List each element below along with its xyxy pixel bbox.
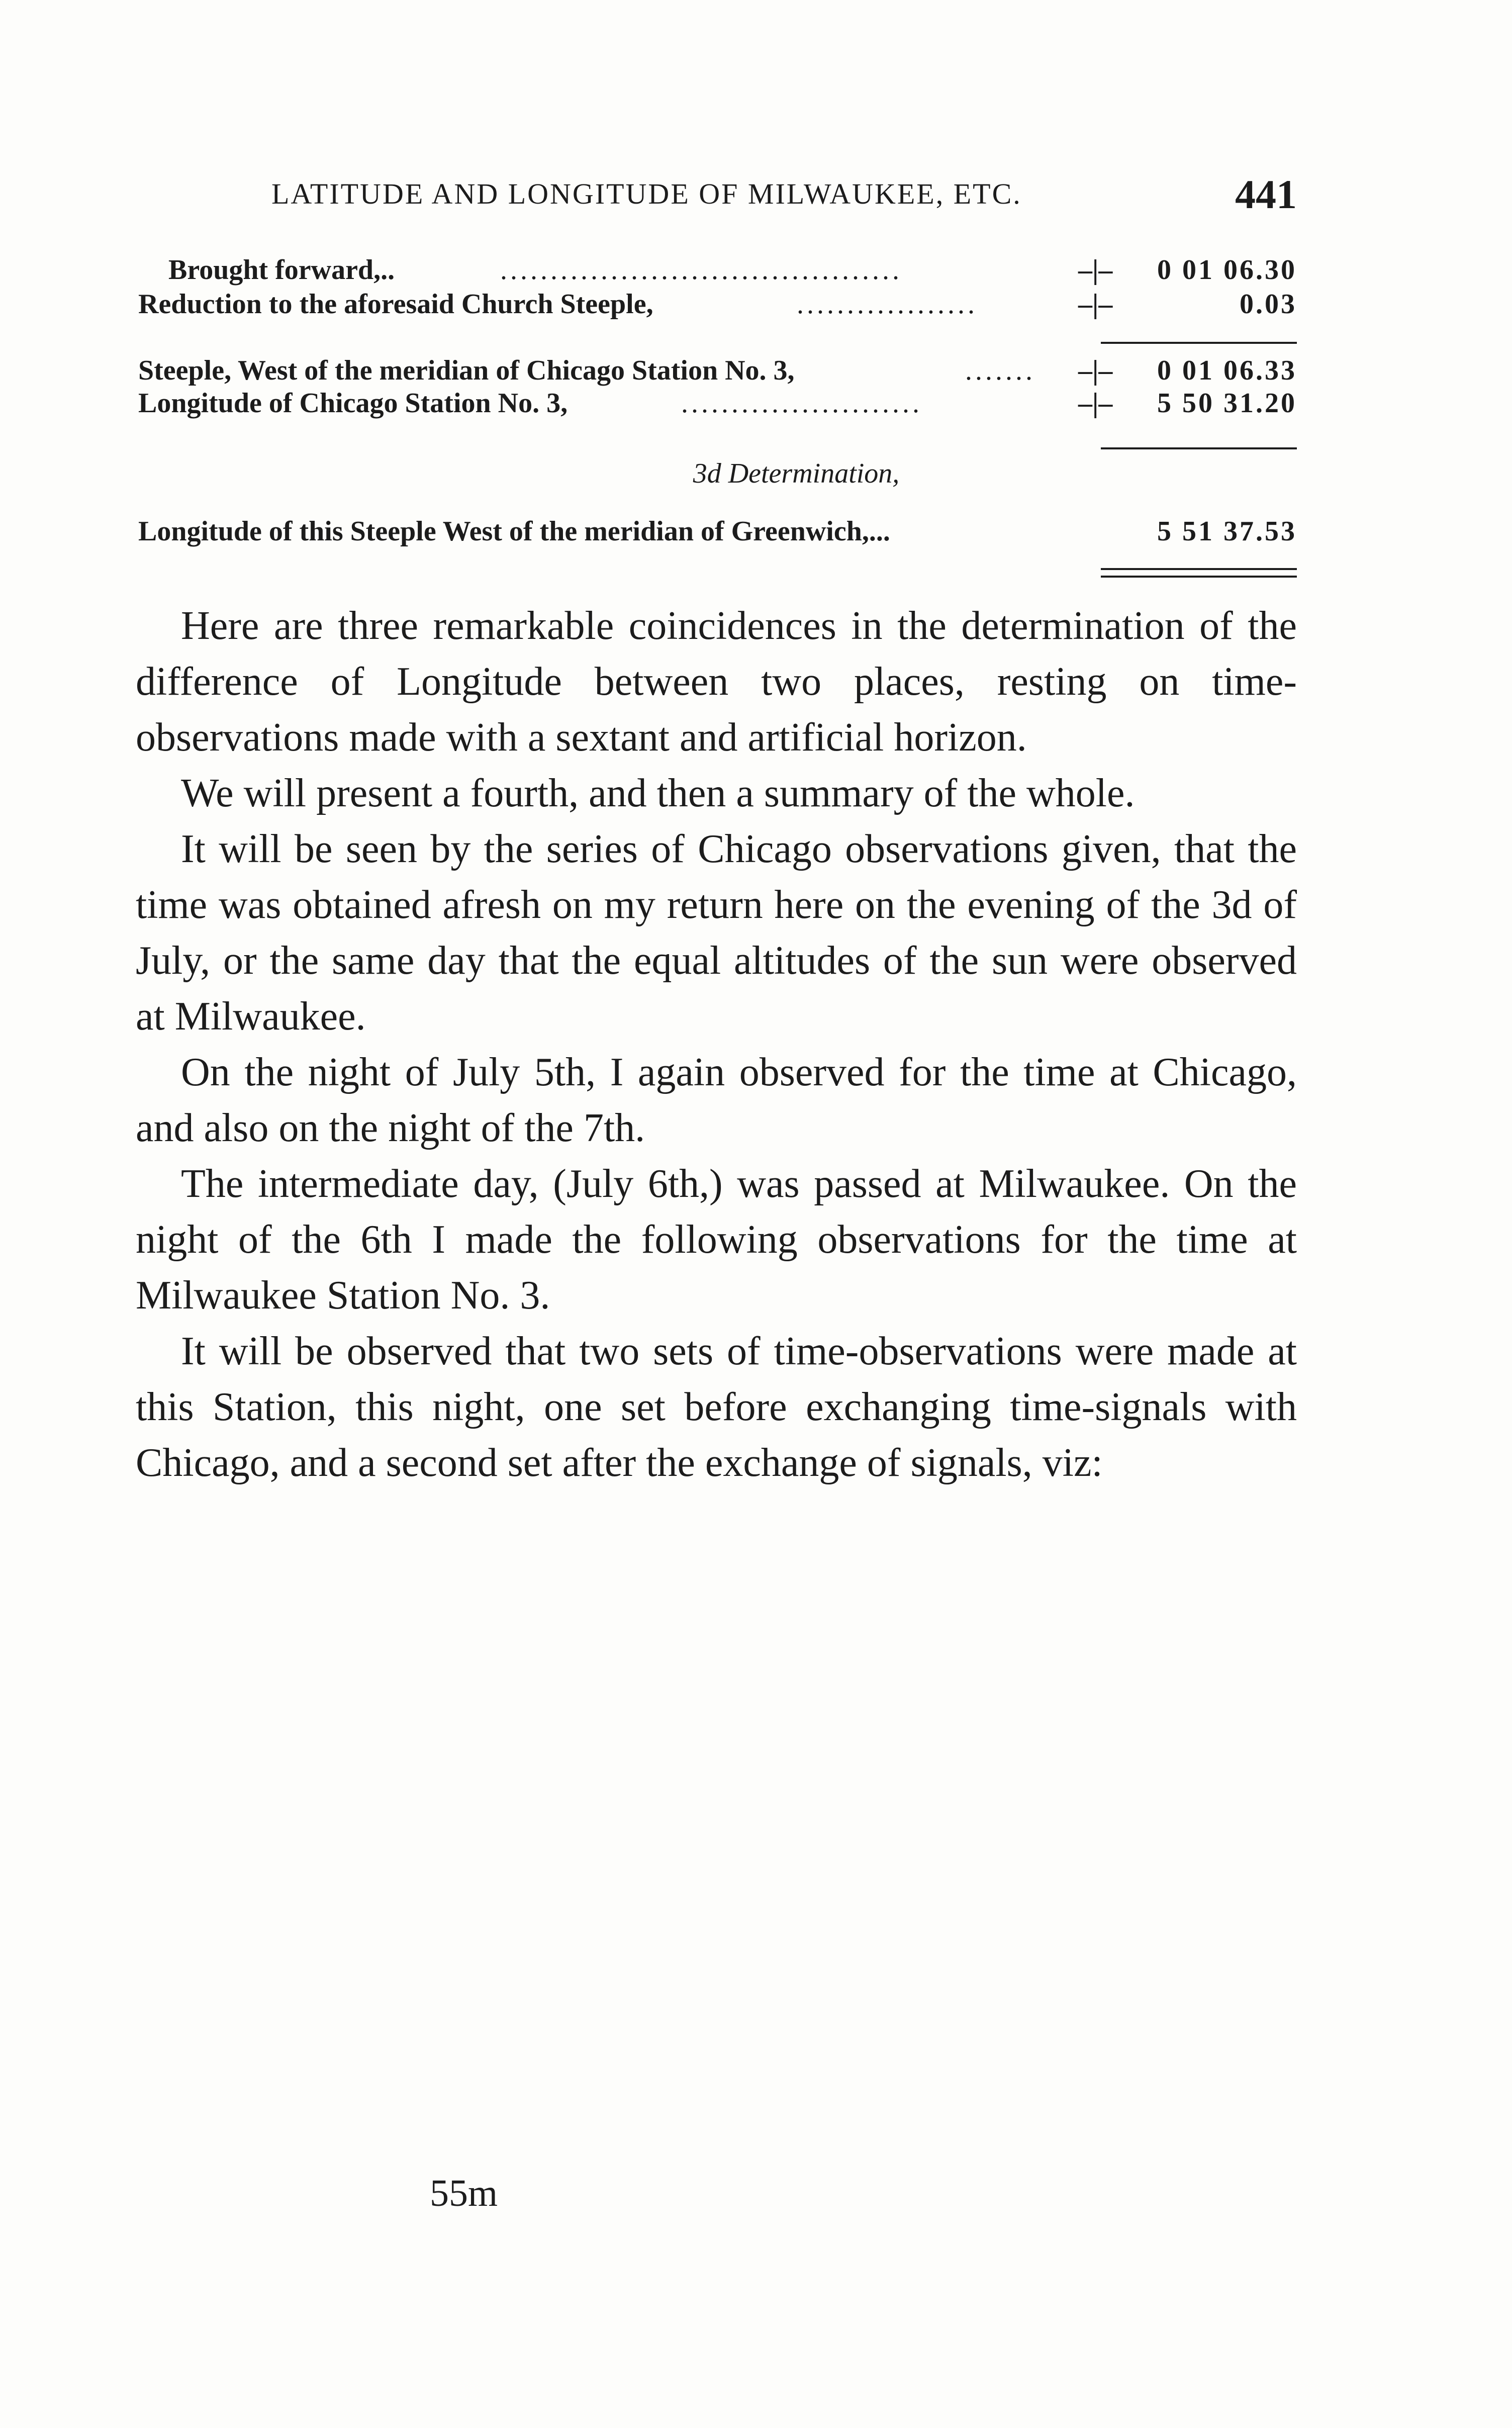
paragraph: We will present a fourth, and then a summary of the whole. [181, 771, 1135, 815]
determination-label: 3d Determination, [693, 458, 900, 489]
sign-column: –|– [1078, 289, 1113, 320]
paragraph: The intermediate day, (July 6th,) was passed at Milwaukee. On the night of the 6th I made the following observations for the time at Milwaukee Station No. 3. [136, 1162, 1297, 1318]
body-text [136, 598, 1297, 1491]
row-value: 0 01 06.33 [1157, 355, 1297, 386]
double-rule-bottom [1101, 576, 1297, 578]
sign-column: –|– [1078, 254, 1113, 286]
paragraph: It will be observed that two sets of time-observations were made at this Station, this night, one set before exchanging time-signals with Chicago, and a second set after the exchange of signals, viz: [136, 1329, 1297, 1485]
dot-leader: .................. [797, 289, 978, 320]
signature-mark: 55m [430, 2172, 498, 2214]
row-label: Reduction to the aforesaid Church Steeple, [138, 289, 653, 320]
row-label: Brought forward,.. [168, 254, 395, 286]
dot-leader: ........................................ [500, 254, 902, 286]
result-value: 5 51 37.53 [1157, 516, 1297, 547]
page-number: 441 [1235, 171, 1297, 217]
paragraph: It will be seen by the series of Chicago observations given, that the time was obtained afresh on my return here on the evening of the 3d of July, or the same day that the equal altitudes of the sun were observed at Milwaukee. [136, 827, 1297, 1039]
dot-leader: ........................ [681, 388, 922, 419]
double-rule-top [1101, 568, 1297, 570]
table-row [138, 288, 1297, 323]
table-row [138, 354, 1297, 390]
row-value: 5 50 31.20 [1157, 388, 1297, 419]
result-label: Longitude of this Steeple West of the meridian of Greenwich,... [138, 516, 890, 547]
page-header [271, 171, 1297, 221]
dot-leader: ....... [965, 355, 1035, 386]
paragraph: Here are three remarkable coincidences in the determination of the difference of Longitude between two places, resting on time-observations made with a sextant and artificial horizon. [136, 604, 1297, 760]
row-label: Steeple, West of the meridian of Chicago Station No. 3, [138, 355, 795, 386]
table-row [138, 387, 1297, 422]
determination-heading [0, 457, 1512, 490]
table-row [138, 254, 1297, 289]
table-row [138, 515, 1297, 550]
sign-column: –|– [1078, 388, 1113, 419]
sign-column: –|– [1078, 355, 1113, 386]
running-head: LATITUDE AND LONGITUDE OF MILWAUKEE, ETC. [271, 177, 1022, 210]
row-label: Longitude of Chicago Station No. 3, [138, 388, 568, 419]
row-value: 0.03 [1240, 289, 1297, 320]
row-value: 0 01 06.30 [1157, 254, 1297, 286]
paragraph: On the night of July 5th, I again observed for the time at Chicago, and also on the night of the 7th. [136, 1050, 1297, 1150]
sum-rule [1101, 447, 1297, 449]
sum-rule [1101, 342, 1297, 344]
